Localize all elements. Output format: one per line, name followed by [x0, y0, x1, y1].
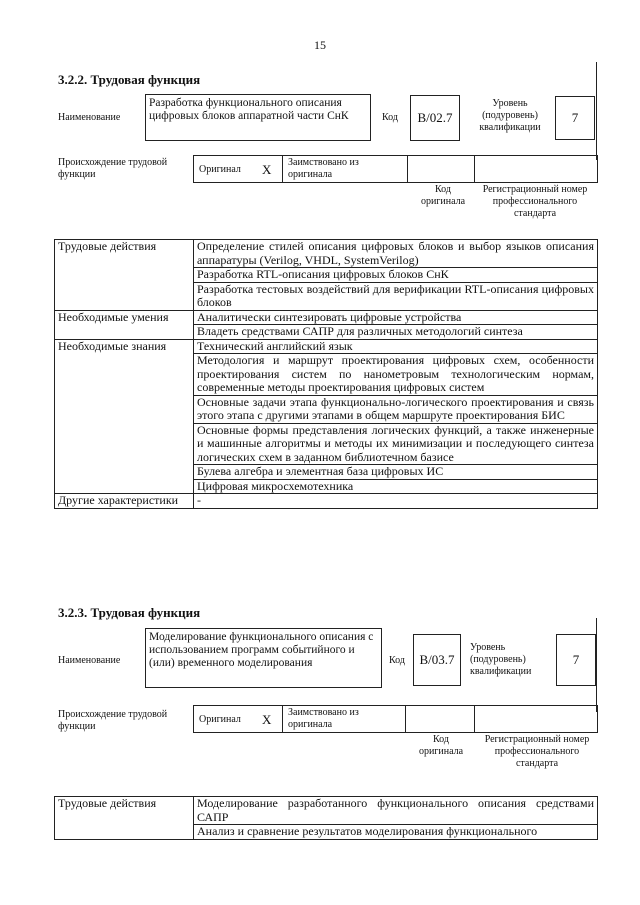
origin-divider [407, 155, 408, 183]
margin-line [596, 618, 597, 712]
item-cell: Анализ и сравнение результатов моделирования функционального [194, 825, 598, 840]
code-box [413, 634, 461, 686]
original-mark: X [262, 712, 272, 727]
margin-line [596, 62, 597, 160]
item-cell: - [194, 494, 598, 509]
item-cell: Разработка тестовых воздействий для верификации RTL-описания цифровых блоков [194, 282, 598, 310]
origin-label: Происхождение трудовой функции [58, 709, 168, 732]
page-number: 15 [314, 38, 326, 52]
code-value: B/02.7 [417, 110, 453, 125]
item-cell: Методология и маршрут проектирования цифровых схем, особенности проектирования систем по нанометровым технологическим нормам, современные методы проектирования цифровых систем [194, 354, 598, 396]
reg-number-label: Регистрационный номер профессионального стандарта [484, 734, 590, 769]
level-box [556, 634, 596, 686]
origin-divider [282, 705, 283, 733]
level-box [555, 96, 595, 140]
table-row [55, 797, 598, 825]
table-row [55, 339, 598, 354]
item-cell: Технический английский язык [194, 339, 598, 354]
original-mark: X [262, 162, 272, 177]
borrowed-label: Заимствовано из оригинала [288, 707, 359, 730]
category-cell: Другие характеристики [55, 494, 194, 509]
category-cell: Трудовые действия [55, 240, 194, 311]
item-cell: Аналитически синтезировать цифровые устройства [194, 310, 598, 325]
code-label: Код [382, 112, 398, 123]
item-cell: Основные задачи этапа функционально-логического проектирования и связь этого этапа с другими этапами в общем маршруте проектирования БИС [194, 395, 598, 423]
item-cell: Определение стилей описания цифровых блоков и выбор языков описания аппаратуры (Verilog, VHDL, SystemVerilog) [194, 240, 598, 268]
original-label: Оригинал [199, 164, 241, 175]
origin-divider [474, 705, 475, 733]
category-cell: Необходимые знания [55, 339, 194, 494]
item-cell: Моделирование разработанного функционального описания средствами САПР [194, 797, 598, 825]
table-row [55, 494, 598, 509]
section1-table [54, 239, 598, 509]
level-label: Уровень (подуровень) квалификации [470, 642, 532, 677]
function-name-box [145, 94, 371, 141]
level-label: Уровень (подуровень) квалификации [479, 98, 541, 133]
category-cell: Трудовые действия [55, 797, 194, 840]
code-original-label: Код оригинала [418, 734, 464, 757]
category-cell: Необходимые умения [55, 310, 194, 339]
origin-divider [474, 155, 475, 183]
table-row [55, 240, 598, 268]
origin-divider [282, 155, 283, 183]
section-title: 3.2.2. Трудовая функция [58, 72, 201, 87]
origin-divider [405, 705, 406, 733]
item-cell: Цифровая микросхемотехника [194, 479, 598, 494]
function-name-value: Моделирование функционального описания с использованием программ событийного и (или) временного моделирования [149, 631, 374, 669]
code-original-label: Код оригинала [420, 184, 466, 207]
item-cell: Владеть средствами САПР для различных методологий синтеза [194, 325, 598, 340]
section-title: 3.2.3. Трудовая функция [58, 605, 201, 620]
item-cell: Булева алгебра и элементная база цифровых ИС [194, 465, 598, 480]
level-value: 7 [571, 110, 579, 125]
borrowed-label: Заимствовано из оригинала [288, 157, 359, 180]
origin-label: Происхождение трудовой функции [58, 157, 168, 180]
reg-number-label: Регистрационный номер профессионального стандарта [482, 184, 588, 219]
original-label: Оригинал [199, 714, 241, 725]
level-value: 7 [572, 652, 580, 667]
code-label: Код [389, 655, 405, 666]
code-box [410, 95, 460, 141]
section2-table [54, 796, 598, 840]
item-cell: Разработка RTL-описания цифровых блоков СнК [194, 268, 598, 283]
table-row [55, 310, 598, 325]
function-name-box [145, 628, 382, 688]
name-label: Наименование [58, 112, 121, 123]
function-name-value: Разработка функционального описания цифровых блоков аппаратной части СнК [149, 97, 349, 122]
item-cell: Основные формы представления логических функций, а также инженерные и машинные алгоритмы и методы их минимизации и последующего синтеза логических схем в заданном библиотечном базисе [194, 423, 598, 465]
code-value: B/03.7 [419, 652, 455, 667]
name-label: Наименование [58, 655, 121, 666]
